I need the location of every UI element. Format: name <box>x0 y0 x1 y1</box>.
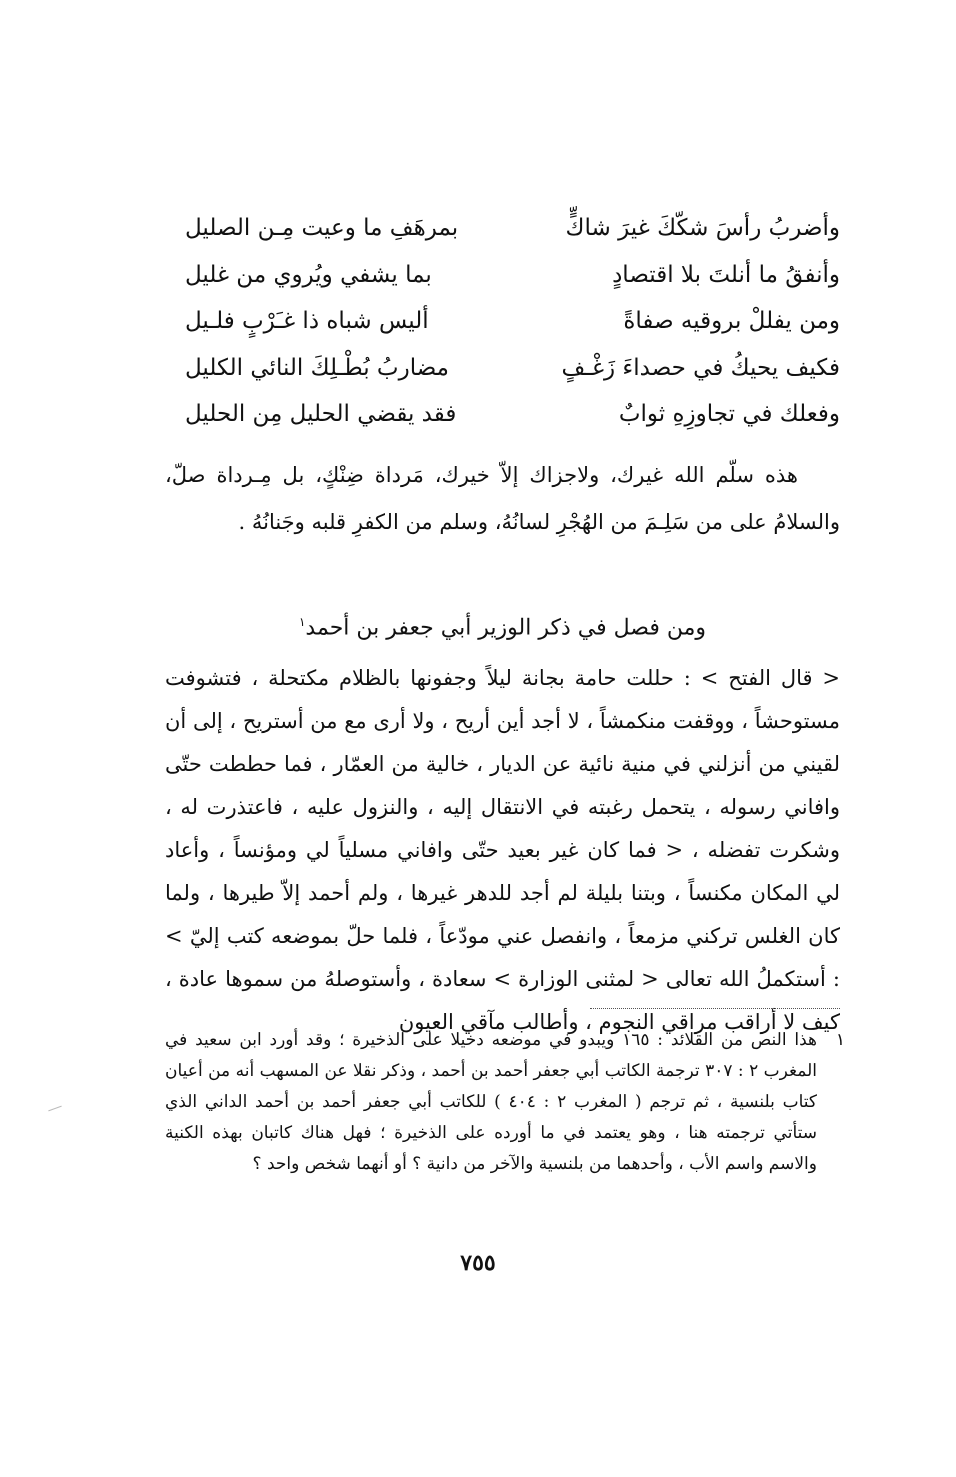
margin-mark <box>48 1106 61 1112</box>
verse-first-hemistich: فكيف يحيكُ في حصداءَ زَغْـفٍ <box>561 354 840 381</box>
poem-verse <box>175 205 840 252</box>
poem-verse <box>175 298 840 345</box>
prose-paragraph <box>165 657 840 1044</box>
footnote-separator <box>590 1008 840 1009</box>
footnote-reference[interactable]: ١ <box>298 615 306 629</box>
footnote-number: ١ <box>835 1030 845 1050</box>
verse-first-hemistich: وفعلك في تجاوزِهِ ثوابٌ <box>618 401 840 427</box>
poem <box>175 205 840 438</box>
verse-second-hemistich: أليس شباه ذا غـَرْبٍ فلـيل <box>185 308 429 334</box>
section-heading <box>165 600 840 650</box>
verse-first-hemistich: وأنفقُ ما أنلتَ بلا اقتصادٍ <box>612 261 840 288</box>
poem-verse <box>175 345 840 392</box>
verse-first-hemistich: ومن يفللْ بروقيه صفاةً <box>623 308 840 334</box>
poem-verse <box>175 252 840 299</box>
paragraph-text: هذه سلّم الله غيرك، ولاجزاك إلاّ خيرك، مَرداة ضِنْكٍ، بل مِـرداة صلّ، والسلامُ على من سَلِـمَ من الهُجْرِ لسانُهُ، وسلم من الكفرِ قلبه وجَنانُهُ . <box>165 463 840 534</box>
verse-second-hemistich: فقد يقضي الحليل مِن الحليل <box>185 401 457 427</box>
heading-text: ومن فصل في ذكر الوزير أبي جعفر بن أحمد <box>305 615 707 641</box>
paragraph-text: < قال الفتح > : حللت حامة بجانة ليلاً وجفونها بالظلام مكتحلة ، فتشوفت مستوحشاً ، ووقفت منكمشاً ، لا أجد أين أريح ، ولا أرى مع من أستريح ، إلى أن لقيني من أنزلني في منية نائية عن الديار ، خالية من العمّار ، فما حططت حتّى وافاني رسوله ، يتحمل رغبته في الانتقال إليه ، والنزول عليه ، فاعتذرت له ، وشكرت تفضله ، < فما كان غير بعيد حتّى وافاني مسلياً لي ومؤنساً ، وأعاد لي المكان مكنساً ، وبتنا بليلة لم أجد للدهر غيرها ، ولم أحمد إلاّ طيرها ، ولما كان الغلس تركني مزمعاً ، وانفصل عني مودّعاً ، فلما حلّ بموضعه كتب إليّ > : أستكملُ الله تعالى < لمثنى الوزارة > سعادة ، وأستوصلهُ من سموها عادة ، كيف لا أراقب مراقي النجوم ، وأطالب مآقي العيون <box>165 666 841 1034</box>
verse-second-hemistich: بما يشفي ويُروي من غليل <box>185 261 432 288</box>
poem-verse <box>175 391 840 438</box>
prose-paragraph <box>165 452 840 546</box>
verse-second-hemistich: بمرهَفِ ما وعيت مِـن الصليل <box>185 215 459 241</box>
footnote-text: هذا النص من القلائد : ١٦٥ ويبدو في موضعه دخيلا على الذخيرة ؛ وقد أورد ابن سعيد في المغرب ٢ : ٣٠٧ ترجمة الكاتب أبي جعفر أحمد بن أحمد ، وذكر نقلا عن المسهب أنه من أعيان كتاب بلنسية ، ثم ترجم ( المغرب ٢ : ٤٠٤ ) للكاتب أبي جعفر أحمد بن أحمد الداني الذي ستأتي ترجمته هنا ، وهو يعتمد في ما أورده على الذخيرة ؛ فهل هناك كاتبان بهذه الكنية والاسم واسم الأب ، وأحدهما من بلنسية والآخر من دانية ؟ أو أنهما شخص واحد ؟ <box>165 1030 818 1174</box>
verse-first-hemistich: وأضربُ رأسَ شكّكَ غيرَ شاكٍّ <box>565 215 840 241</box>
page-number: ٧٥٥ <box>460 1250 496 1276</box>
verse-second-hemistich: مضاربُ بُطْـلِكَ النائي الكليل <box>185 354 449 381</box>
footnote <box>165 1025 845 1180</box>
